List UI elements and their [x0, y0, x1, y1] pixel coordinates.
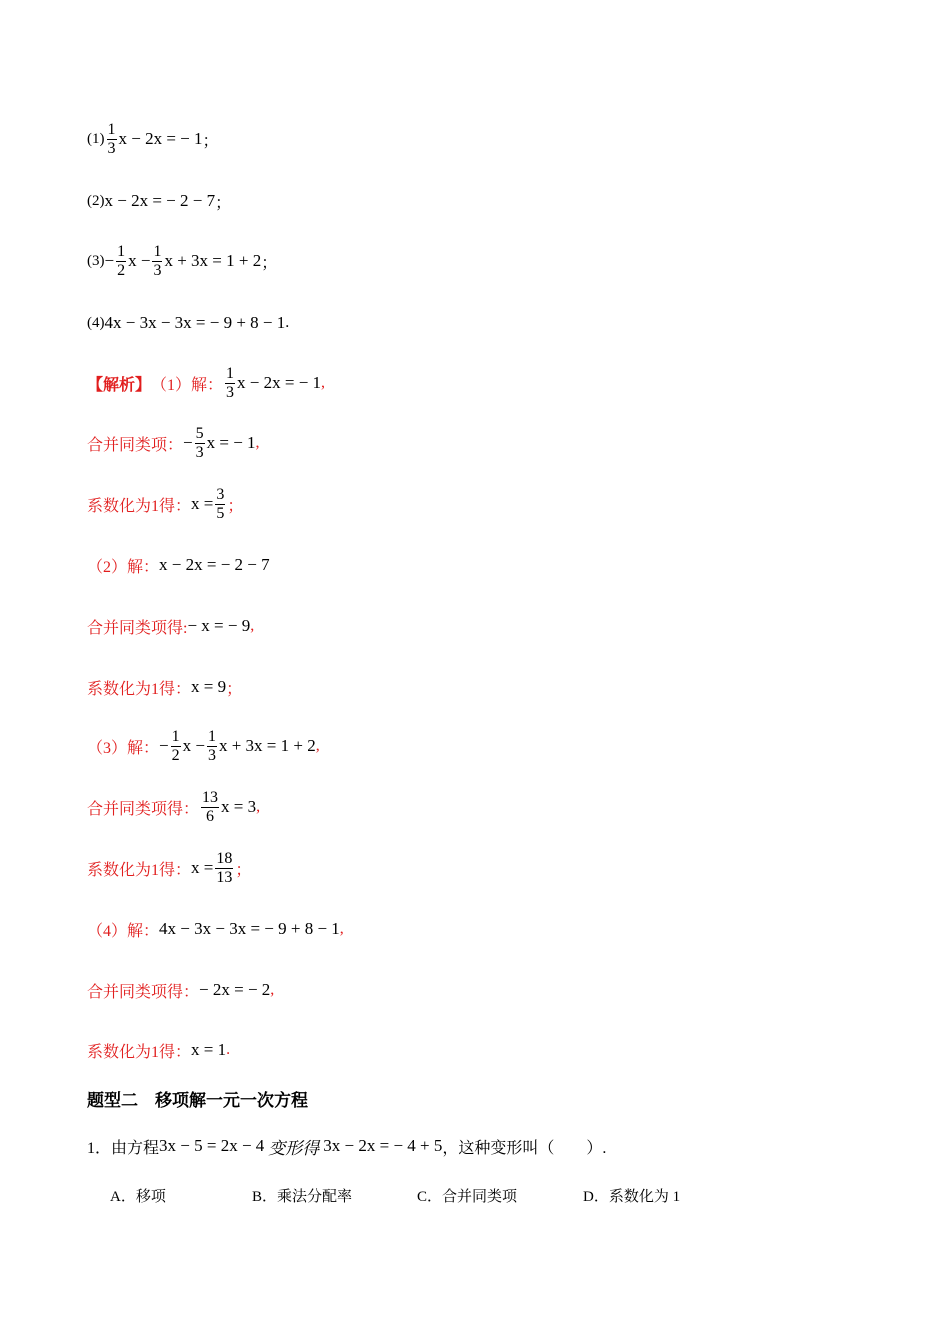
numerator: 18	[216, 849, 233, 867]
equation-part: x =	[191, 494, 214, 513]
option-c[interactable]: C．合并同类项	[417, 1188, 518, 1205]
equation: x = 3	[221, 797, 257, 816]
equation: x − 2x = − 2 − 7	[104, 191, 216, 210]
transform-text: 变形得	[268, 1138, 320, 1159]
problem-3-label: (3)	[87, 252, 105, 269]
punctuation: ；	[215, 194, 232, 212]
solution-intro: （3）解：	[87, 739, 160, 757]
solution-4	[87, 904, 344, 954]
problem-2-label: (2)	[87, 192, 105, 209]
problem-4-label: (4)	[87, 314, 105, 331]
solution-2-combine	[87, 601, 254, 651]
step-label: 系数化为1得：	[87, 1043, 192, 1061]
punctuation: .	[226, 1041, 231, 1058]
step-label: 合并同类项得：	[87, 983, 200, 1001]
solution-1-combine	[87, 418, 260, 468]
step-label: 合并同类项得：	[87, 800, 200, 818]
question-1	[87, 1121, 606, 1171]
equation: − 2x = − 2	[199, 980, 271, 999]
equation-group	[159, 728, 316, 765]
step-label: 系数化为1得：	[87, 680, 192, 698]
minus-sign: −	[183, 433, 193, 452]
problem-3	[87, 236, 277, 286]
solution-4-combine	[87, 965, 274, 1015]
punctuation: ,	[321, 374, 326, 391]
problem-2	[87, 176, 231, 226]
equation-part: x −	[128, 251, 151, 270]
solution-1-coef	[87, 479, 243, 529]
solution-3-coef	[87, 843, 251, 893]
denominator: 3	[195, 443, 204, 461]
numerator: 1	[207, 727, 216, 745]
numerator: 1	[153, 242, 162, 260]
fraction	[195, 425, 205, 462]
question-number: 1．由方程	[87, 1139, 160, 1157]
solution-tag: 【解析】	[87, 376, 152, 394]
equation: − x = − 9	[187, 616, 251, 635]
solution-1	[87, 358, 325, 408]
denominator: 3	[107, 139, 116, 157]
equation: 3x − 2x = − 4 + 5	[323, 1136, 443, 1155]
numerator: 1	[171, 727, 180, 745]
numerator: 13	[202, 788, 219, 806]
equation: x = 9	[191, 677, 227, 696]
step-label: 系数化为1得：	[87, 497, 192, 515]
denominator: 6	[206, 807, 215, 825]
numerator: 1	[107, 120, 116, 138]
equation: x − 2x = − 2 − 7	[159, 555, 270, 574]
fraction	[215, 486, 225, 523]
equation: x = − 1	[206, 433, 256, 452]
equation: x − 2x = − 1	[118, 129, 203, 148]
punctuation: ,	[256, 798, 261, 815]
problem-1-label: (1)	[87, 130, 105, 147]
denominator: 13	[216, 868, 233, 886]
equation: x − 2x = − 1	[237, 373, 322, 392]
numerator: 1	[117, 242, 126, 260]
equation-group	[199, 789, 256, 826]
solution-3	[87, 721, 320, 771]
numerator: 1	[226, 364, 235, 382]
equation: x = 1	[191, 1040, 227, 1059]
equation-group	[223, 365, 321, 402]
step-label: 合并同类项得:	[87, 619, 188, 637]
punctuation: ,	[255, 434, 260, 451]
problem-4	[87, 298, 289, 348]
solution-intro: （4）解：	[87, 922, 160, 940]
fraction	[207, 728, 217, 765]
solution-2	[87, 540, 270, 590]
equation: 4x − 3x − 3x = − 9 + 8 − 1	[104, 313, 286, 332]
option-a[interactable]: A．移项	[110, 1188, 166, 1205]
question-tail: ，这种变形叫（ ）.	[442, 1139, 607, 1157]
equation-group	[191, 486, 227, 523]
section-title: 题型二 移项解一元一次方程	[87, 1090, 308, 1111]
equation-group	[191, 850, 235, 887]
equation-part: x −	[182, 736, 205, 755]
step-label: 系数化为1得：	[87, 861, 192, 879]
solution-4-coef	[87, 1025, 230, 1075]
solution-3-combine	[87, 782, 260, 832]
option-b[interactable]: B．乘法分配率	[252, 1188, 353, 1205]
denominator: 3	[207, 746, 216, 764]
punctuation: ；	[226, 680, 243, 698]
punctuation: ,	[339, 920, 344, 937]
fraction	[225, 365, 235, 402]
denominator: 5	[216, 504, 225, 522]
fraction	[215, 850, 233, 887]
denominator: 3	[226, 383, 235, 401]
solution-intro: （2）解：	[87, 558, 160, 576]
minus-sign: −	[104, 251, 115, 270]
option-d[interactable]: D．系数化为 1	[583, 1188, 681, 1205]
punctuation: ；	[227, 497, 244, 515]
problem-1	[87, 114, 219, 164]
equation: 3x − 5 = 2x − 4	[159, 1136, 265, 1155]
equation-group	[183, 425, 256, 462]
minus-sign: −	[159, 736, 169, 755]
punctuation: ；	[235, 861, 252, 879]
punctuation: ,	[270, 981, 275, 998]
punctuation: ；	[261, 254, 278, 272]
fraction	[116, 243, 126, 280]
denominator: 3	[153, 261, 162, 279]
equation-part: x =	[191, 858, 214, 877]
fraction	[201, 789, 219, 826]
equation: x + 3x = 1 + 2	[164, 251, 262, 270]
denominator: 2	[117, 261, 126, 279]
numerator: 3	[216, 485, 225, 503]
punctuation: ,	[250, 617, 255, 634]
punctuation: ；	[202, 132, 219, 150]
equation: 4x − 3x − 3x = − 9 + 8 − 1	[159, 919, 340, 938]
equation: x + 3x = 1 + 2	[218, 736, 316, 755]
fraction	[171, 728, 181, 765]
denominator: 2	[171, 746, 180, 764]
punctuation: ,	[315, 737, 320, 754]
solution-intro: （1）解：	[151, 376, 224, 394]
solution-2-coef	[87, 662, 242, 712]
numerator: 5	[195, 424, 204, 442]
fraction	[152, 243, 162, 280]
step-label: 合并同类项：	[87, 436, 184, 454]
punctuation: .	[285, 314, 290, 331]
fraction	[107, 121, 117, 158]
